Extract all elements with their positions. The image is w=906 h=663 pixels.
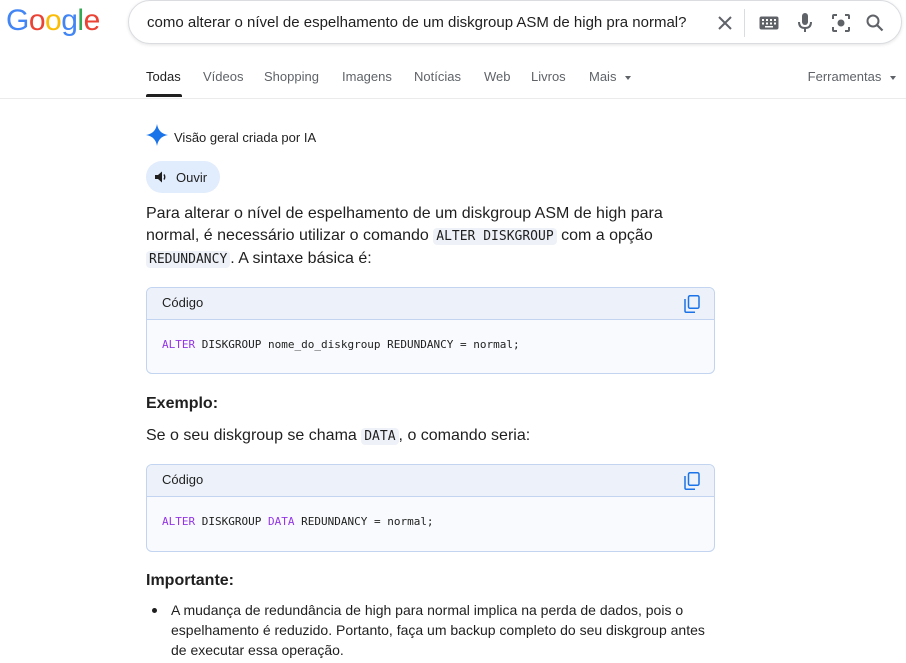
- logo-letter: o: [45, 4, 62, 37]
- speaker-icon: [155, 171, 168, 183]
- tools-button[interactable]: [808, 69, 896, 84]
- ai-overview-header: [146, 124, 316, 151]
- logo-letter: l: [77, 4, 84, 37]
- tab-shopping[interactable]: Shopping: [264, 69, 319, 84]
- logo-letter: o: [28, 4, 46, 37]
- active-tab-indicator: [146, 94, 182, 97]
- copy-icon[interactable]: [684, 472, 700, 490]
- example-text: , o comando seria:: [398, 427, 531, 444]
- copy-icon[interactable]: [684, 295, 700, 313]
- tab-todas[interactable]: Todas: [146, 69, 181, 84]
- tab-videos[interactable]: Vídeos: [203, 69, 244, 84]
- tab-imagens[interactable]: Imagens: [342, 69, 392, 84]
- code-text: DISKGROUP nome_do_diskgroup REDUNDANCY = normal;: [195, 338, 520, 351]
- ai-overview-title: Visão geral criada por IA: [174, 130, 317, 145]
- intro-text: Para alterar o nível de espelhamento de um diskgroup ASM de high para normal, é necessário utilizar o comando: [146, 205, 663, 244]
- code-block: [146, 464, 715, 552]
- example-heading: Exemplo:: [146, 395, 219, 412]
- logo-letter: g: [61, 4, 78, 37]
- ai-intro-paragraph: [146, 203, 706, 271]
- list-item: A mudança de redundância de high para normal implica na perda de dados, pois o espelhamento é reduzido. Portanto, faça um backup completo do seu diskgroup antes de executar essa operação.: [146, 600, 716, 660]
- code-block-header: [147, 465, 714, 497]
- code-block: [146, 287, 715, 374]
- tab-noticias[interactable]: Notícias: [414, 69, 461, 84]
- example-text: Se o seu diskgroup se chama: [146, 427, 362, 444]
- listen-label: Ouvir: [176, 169, 208, 185]
- inline-code: DATA: [361, 428, 398, 445]
- tab-mais[interactable]: [589, 69, 631, 84]
- code-keyword: ALTER: [162, 338, 196, 351]
- search-tabs: [0, 58, 906, 99]
- code-text: REDUNDANCY = normal;: [294, 515, 434, 528]
- listen-button[interactable]: [146, 161, 220, 193]
- microphone-icon[interactable]: [793, 11, 817, 35]
- tab-livros[interactable]: Livros: [531, 69, 566, 84]
- search-divider: [744, 9, 745, 37]
- code-line: [162, 338, 520, 351]
- tab-web[interactable]: Web: [484, 69, 511, 84]
- code-keyword: DATA: [267, 515, 295, 528]
- code-block-header: [147, 288, 714, 320]
- code-block-label: Código: [162, 295, 204, 310]
- sparkle-icon: [146, 124, 168, 151]
- logo-letter: G: [6, 4, 29, 37]
- chevron-down-icon: [625, 76, 631, 80]
- keyboard-icon[interactable]: [757, 11, 781, 35]
- code-block-label: Código: [162, 472, 204, 487]
- search-box[interactable]: [128, 0, 902, 44]
- code-line: [162, 515, 434, 528]
- chevron-down-icon: [890, 76, 896, 80]
- search-icon[interactable]: [863, 11, 887, 35]
- important-heading: Importante:: [146, 572, 234, 589]
- intro-text: com a opção: [556, 227, 653, 244]
- lens-icon[interactable]: [829, 11, 853, 35]
- close-icon[interactable]: [713, 11, 737, 35]
- important-list: [146, 600, 716, 660]
- tab-mais-label: Mais: [589, 69, 617, 84]
- google-logo[interactable]: [6, 4, 100, 38]
- code-text: DISKGROUP: [195, 515, 268, 528]
- intro-text: . A sintaxe básica é:: [230, 250, 372, 267]
- inline-code: REDUNDANCY: [146, 251, 230, 268]
- search-input[interactable]: como alterar o nível de espelhamento de um diskgroup ASM de high pra normal?: [147, 14, 687, 31]
- example-paragraph: [146, 425, 706, 448]
- tools-label: Ferramentas: [807, 69, 882, 84]
- inline-code: ALTER DISKGROUP: [433, 228, 556, 245]
- logo-letter: e: [83, 4, 100, 37]
- code-keyword: ALTER: [162, 515, 196, 528]
